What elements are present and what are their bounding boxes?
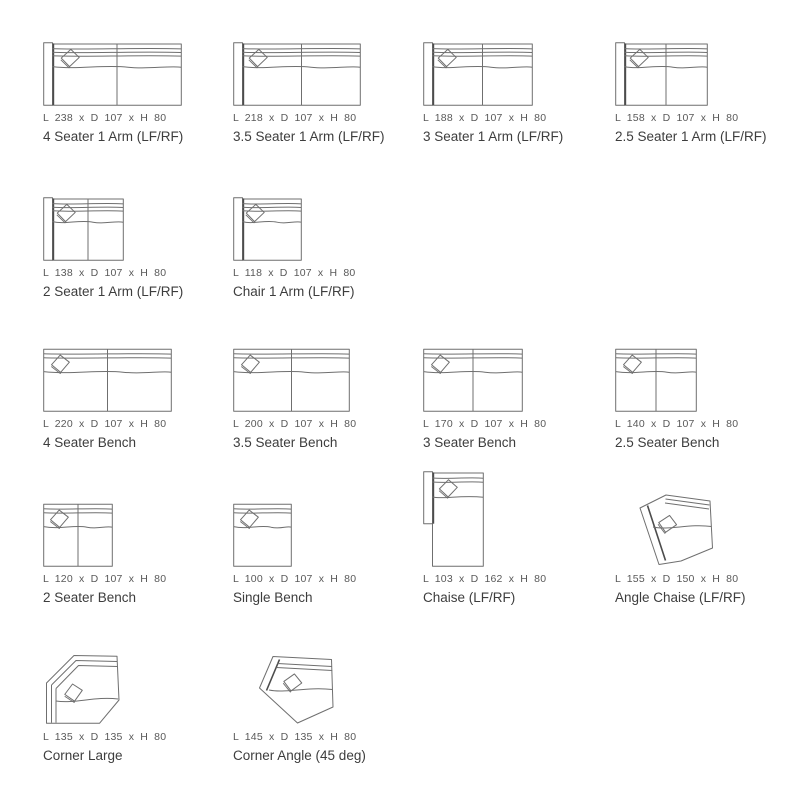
module-name: 3 Seater Bench — [423, 435, 517, 450]
module-dimensions: L 220 x D 107 x H 80 — [43, 418, 167, 430]
module-name: 2 Seater Bench — [43, 590, 137, 605]
module-card-chaise — [423, 472, 615, 606]
module-dimensions: L 138 x D 107 x H 80 — [43, 267, 167, 279]
row-corner-modules — [43, 650, 423, 764]
bench-single-drawing — [233, 503, 292, 567]
module-name: 3.5 Seater 1 Arm (LF/RF) — [233, 129, 385, 144]
module-drawing-box — [233, 348, 423, 412]
module-name: 4 Seater Bench — [43, 435, 137, 450]
module-drawing-box — [233, 42, 423, 106]
module-name: 2.5 Seater Bench — [615, 435, 720, 450]
module-card-corner-large — [43, 650, 233, 764]
row-benches-small-and-chaises — [43, 472, 800, 606]
pillow-icon — [244, 203, 267, 225]
module-card-angle-chaise — [615, 472, 800, 606]
module-card-chair-1-arm — [233, 197, 423, 300]
module-drawing-box — [615, 472, 800, 567]
chaise-drawing — [423, 471, 484, 567]
module-dimensions: L 200 x D 107 x H 80 — [233, 418, 357, 430]
module-drawing-box — [43, 472, 233, 567]
module-dimensions: L 135 x D 135 x H 80 — [43, 731, 167, 743]
pillow-icon — [657, 514, 678, 534]
module-name: Single Bench — [233, 590, 313, 605]
module-drawing-box — [615, 348, 800, 412]
module-card-3-5-seater-bench — [233, 348, 423, 451]
module-card-2-seater-1-arm — [43, 197, 233, 300]
pillow-icon — [628, 48, 651, 70]
module-card-corner-angle — [233, 650, 423, 764]
module-name: Chaise (LF/RF) — [423, 590, 516, 605]
module-card-4-seater-1-arm — [43, 42, 233, 145]
pillow-icon — [55, 203, 78, 225]
module-dimensions: L 120 x D 107 x H 80 — [43, 573, 167, 585]
bench-2-5-seater-drawing — [615, 348, 697, 412]
bench-3-5-seater-drawing — [233, 348, 350, 412]
corner-large-drawing — [43, 652, 123, 725]
module-drawing-box — [43, 42, 233, 106]
sofa-2-5-seater-1-arm-drawing — [615, 42, 708, 106]
module-name: 3 Seater 1 Arm (LF/RF) — [423, 129, 564, 144]
module-drawing-box — [423, 348, 615, 412]
sofa-3-5-seater-1-arm-drawing — [233, 42, 361, 106]
pillow-icon — [247, 48, 270, 70]
module-dimensions: L 158 x D 107 x H 80 — [615, 112, 739, 124]
module-card-4-seater-bench — [43, 348, 233, 451]
sofa-2-seater-1-arm-drawing — [43, 197, 124, 261]
module-drawing-box — [43, 197, 233, 261]
module-name: Corner Large — [43, 748, 123, 763]
module-name: Chair 1 Arm (LF/RF) — [233, 284, 355, 299]
angle-chaise-drawing — [615, 477, 717, 567]
bench-2-seater-drawing — [43, 503, 113, 567]
module-card-2-seater-bench — [43, 472, 233, 606]
module-name: 2.5 Seater 1 Arm (LF/RF) — [615, 129, 767, 144]
corner-angle-45-drawing — [233, 639, 337, 725]
module-drawing-box — [233, 650, 423, 725]
chair-1-arm-drawing — [233, 197, 302, 261]
module-name: 2 Seater 1 Arm (LF/RF) — [43, 284, 184, 299]
module-dimensions: L 218 x D 107 x H 80 — [233, 112, 357, 124]
module-card-2-5-seater-bench — [615, 348, 800, 451]
module-drawing-box — [43, 650, 233, 725]
pillow-icon — [282, 673, 304, 694]
module-name: 3.5 Seater Bench — [233, 435, 338, 450]
module-card-2-5-seater-1-arm — [615, 42, 800, 145]
module-dimensions: L 188 x D 107 x H 80 — [423, 112, 547, 124]
module-name: Corner Angle (45 deg) — [233, 748, 366, 763]
pillow-icon — [436, 48, 459, 70]
module-dimensions: L 103 x D 162 x H 80 — [423, 573, 547, 585]
module-drawing-box — [423, 42, 615, 106]
module-drawing-box — [423, 472, 615, 567]
module-dimensions: L 100 x D 107 x H 80 — [233, 573, 357, 585]
row-arm-sofas-large — [43, 42, 800, 145]
module-dimensions: L 170 x D 107 x H 80 — [423, 418, 547, 430]
module-dimensions: L 145 x D 135 x H 80 — [233, 731, 357, 743]
module-drawing-box — [615, 42, 800, 106]
module-dimensions: L 238 x D 107 x H 80 — [43, 112, 167, 124]
bench-3-seater-drawing — [423, 348, 523, 412]
module-card-3-5-seater-1-arm — [233, 42, 423, 145]
bench-4-seater-drawing — [43, 348, 172, 412]
module-dimensions: L 155 x D 150 x H 80 — [615, 573, 739, 585]
module-card-3-seater-bench — [423, 348, 615, 451]
module-drawing-box — [43, 348, 233, 412]
row-arm-sofas-small — [43, 197, 423, 300]
module-name: Angle Chaise (LF/RF) — [615, 590, 746, 605]
module-name: 4 Seater 1 Arm (LF/RF) — [43, 129, 184, 144]
module-dimensions: L 140 x D 107 x H 80 — [615, 418, 739, 430]
sofa-3-seater-1-arm-drawing — [423, 42, 533, 106]
module-card-3-seater-1-arm — [423, 42, 615, 145]
row-benches-large — [43, 348, 800, 451]
module-card-single-bench — [233, 472, 423, 606]
module-drawing-box — [233, 472, 423, 567]
module-dimensions: L 118 x D 107 x H 80 — [233, 267, 356, 279]
sofa-4-seater-1-arm-drawing — [43, 42, 182, 106]
pillow-icon — [59, 48, 82, 70]
module-drawing-box — [233, 197, 423, 261]
